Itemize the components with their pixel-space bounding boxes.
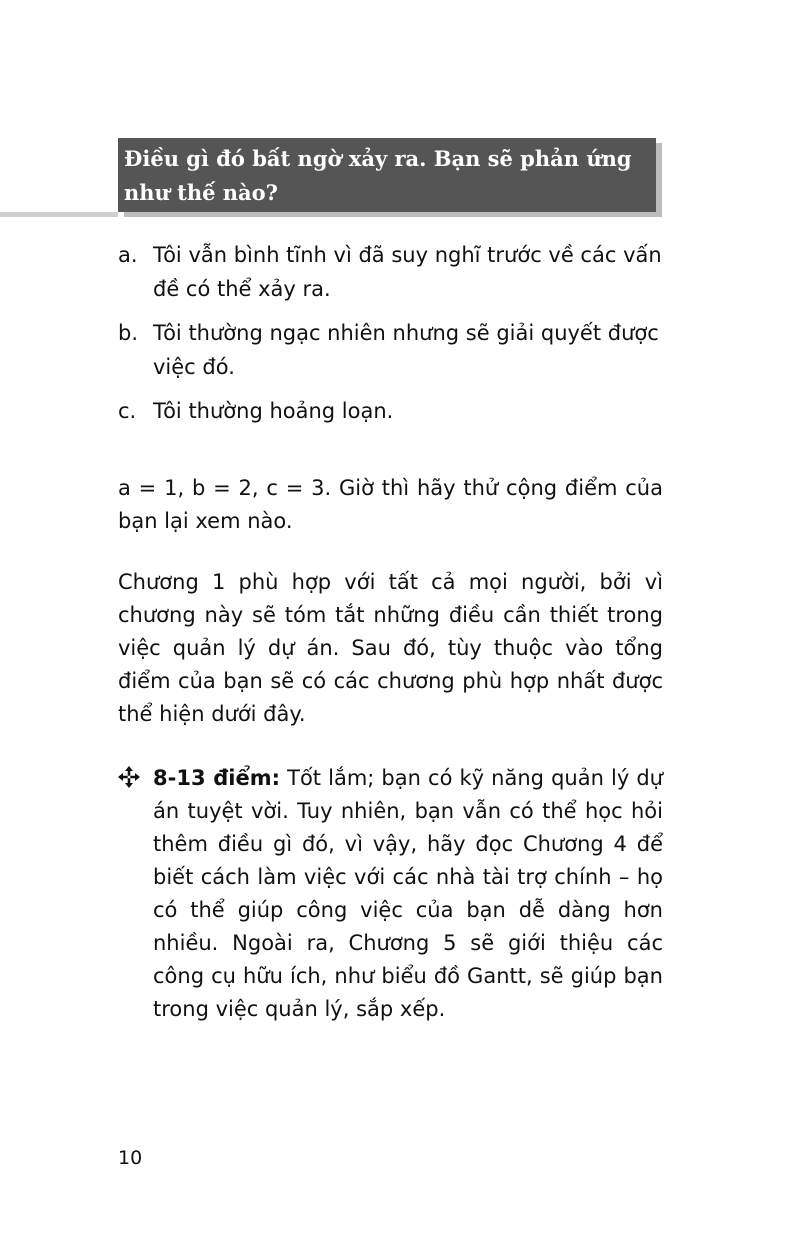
option-text: Tôi vẫn bình tĩnh vì đã suy nghĩ trước về các vấn đề có thể xảy ra. [153, 243, 662, 301]
option-c [118, 394, 663, 428]
four-arrows-icon [118, 766, 140, 788]
score-range-bullet [118, 762, 663, 1026]
option-text: Tôi thường hoảng loạn. [153, 399, 394, 423]
answer-options [118, 238, 663, 438]
option-text: Tôi thường ngạc nhiên nhưng sẽ giải quyết được việc đó. [153, 321, 659, 379]
score-range-label: 8-13 điểm: [153, 766, 281, 790]
bullet-paragraph [153, 762, 663, 1026]
option-letter: c. [118, 399, 137, 423]
option-a [118, 238, 663, 306]
option-letter: a. [118, 243, 138, 267]
header-rule [0, 212, 118, 217]
scoring-paragraph: a = 1, b = 2, c = 3. Giờ thì hãy thử cộng điểm của bạn lại xem nào. [118, 476, 663, 533]
page-number: 10 [118, 1147, 143, 1169]
intro-paragraph: Chương 1 phù hợp với tất cả mọi người, bởi vì chương này sẽ tóm tắt những điều cần thiết trong việc quản lý dự án. Sau đó, tùy thuộc vào tổng điểm của bạn sẽ có các chương phù hợp nhất được thể hiện dưới đây. [118, 570, 663, 726]
option-b [118, 316, 663, 384]
question-heading: Điều gì đó bất ngờ xảy ra. Bạn sẽ phản ứng như thế nào? [124, 146, 632, 205]
option-letter: b. [118, 321, 139, 345]
bullet-body: Tốt lắm; bạn có kỹ năng quản lý dự án tuyệt vời. Tuy nhiên, bạn vẫn có thể học hỏi thêm điều gì đó, vì vậy, hãy đọc Chương 4 để biết cách làm việc với các nhà tài trợ chính – họ có thể giúp công việc của bạn dễ dàng hơn nhiều. Ngoài ra, Chương 5 sẽ giới thiệu các công cụ hữu ích, như biểu đồ Gantt, sẽ giúp bạn trong việc quản lý, sắp xếp. [153, 766, 663, 1021]
